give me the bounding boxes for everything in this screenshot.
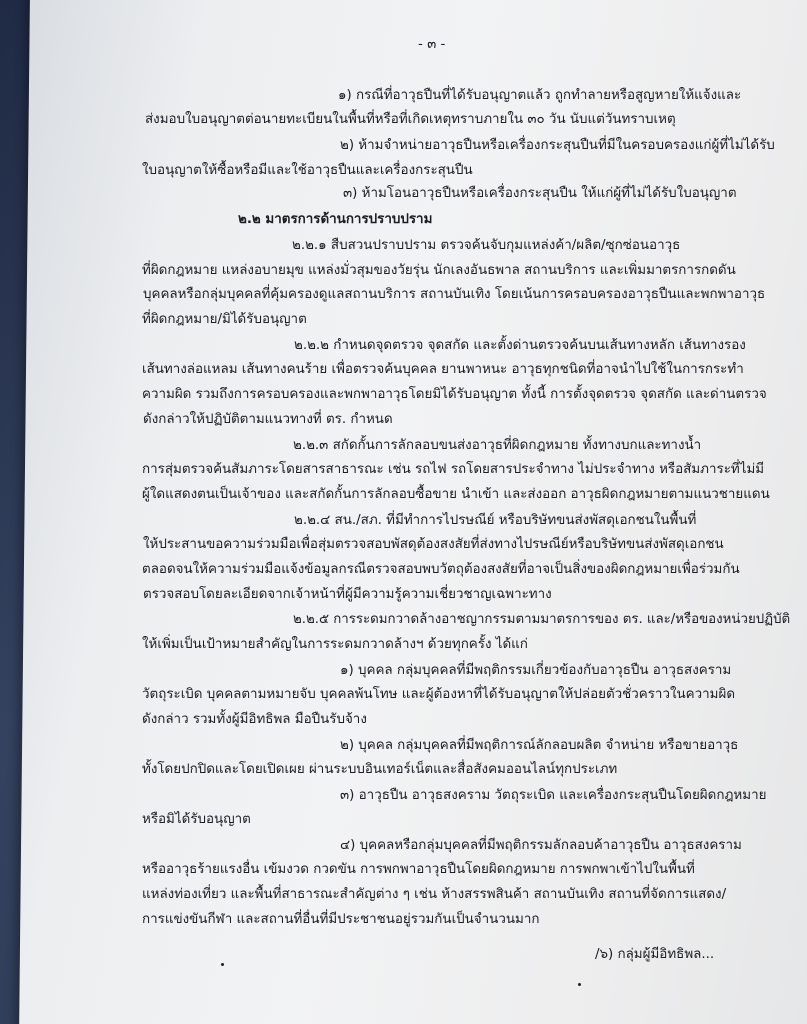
paper-speck xyxy=(221,963,224,966)
text-line: หรืออาวุธร้ายแรงอื่น เข้มงวด กวดขัน การพกพาอาวุธปืนโดยผิดกฎหมาย การพกพาเข้าไปในพื้นที่ xyxy=(142,862,695,877)
continuation-note: /๖) กลุ่มผู้มีอิทธิพล... xyxy=(595,947,715,962)
text-line: เส้นทางล่อแหลม เส้นทางคนร้าย เพื่อตรวจค้นบุคคล ยานพาหนะ อาวุธทุกชนิดที่อาจนำไปใช้ในการกระทำ xyxy=(142,362,744,377)
text-line: ใบอนุญาตให้ซื้อหรือมีและใช้อาวุธปืนและเครื่องกระสุนปืน xyxy=(142,163,473,178)
text-line: การสุ่มตรวจค้นสัมภาระโดยสารสาธารณะ เช่น รถไฟ รถโดยสารประจำทาง ไม่ประจำทาง หรือสัมภาระที่ไม่มี xyxy=(142,462,765,477)
text-line: แหล่งท่องเที่ยว และพื้นที่สาธารณะสำคัญต่าง ๆ เช่น ห้างสรรพสินค้า สถานบันเทิง สถานที่จัดการแสดง/ xyxy=(142,887,727,902)
text-line: ๓) อาวุธปืน อาวุธสงคราม วัตถุระเบิด และเครื่องกระสุนปืนโดยผิดกฎหมาย xyxy=(340,788,767,803)
text-line: ดังกล่าว รวมทั้งผู้มีอิทธิพล มือปืนรับจ้าง xyxy=(142,712,367,727)
text-line: ผู้ใดแสดงตนเป็นเจ้าของ และสกัดกั้นการลักลอบซื้อขาย นำเข้า และส่งออก อาวุธผิดกฎหมายตามแนวชายแดน xyxy=(142,487,770,502)
text-line: ๒.๒.๕ การระดมกวาดล้างอาชญากรรมตามมาตรการของ ตร. และ/หรือของหน่วยปฏิบัติ xyxy=(293,612,791,627)
text-line: ๒.๒.๑ สืบสวนปราบปราม ตรวจค้นจับกุมแหล่งค้า/ผลิต/ซุกซ่อนอาวุธ xyxy=(292,238,681,253)
text-line: ความผิด รวมถึงการครอบครองและพกพาอาวุธโดยมิได้รับอนุญาต ทั้งนี้ การตั้งจุดตรวจ จุดสกัด และด่านตรวจ xyxy=(142,387,767,402)
text-line: บุคคลหรือกลุ่มบุคคลที่คุ้มครองดูแลสถานบริการ สถานบันเทิง โดยเน้นการครอบครองอาวุธปืนและพกพาอาวุธ xyxy=(143,287,766,302)
text-line: ให้ประสานขอความร่วมมือเพื่อสุ่มตรวจสอบพัสดุต้องสงสัยที่ส่งทางไปรษณีย์หรือบริษัทขนส่งพัสดุเอกชน xyxy=(143,537,724,552)
page-number: - ๓ - xyxy=(418,37,446,52)
text-line: ๒.๒.๒ กำหนดจุดตรวจ จุดสกัด และตั้งด่านตรวจค้นบนเส้นทางหลัก เส้นทางรอง xyxy=(294,338,746,353)
text-line: ส่งมอบใบอนุญาตต่อนายทะเบียนในพื้นที่หรือที่เกิดเหตุทราบภายใน ๓๐ วัน นับแต่วันทราบเหตุ xyxy=(145,112,676,127)
text-line: ๑) กรณีที่อาวุธปืนที่ได้รับอนุญาตแล้ว ถูกทำลายหรือสูญหายให้แจ้งและ xyxy=(338,88,742,103)
text-line: ที่ผิดกฎหมาย แหล่งอบายมุข แหล่งมั่วสุมของวัยรุ่น นักเลงอันธพาล สถานบริการ และเพิ่มมาตรการกดดัน xyxy=(142,263,736,278)
text-line: ๓) ห้ามโอนอาวุธปืนหรือเครื่องกระสุนปืน ให้แก่ผู้ที่ไม่ได้รับใบอนุญาต xyxy=(343,186,737,201)
text-line: ทั้งโดยปกปิดและโดยเปิดเผย ผ่านระบบอินเทอร์เน็ตและสื่อสังคมออนไลน์ทุกประเภท xyxy=(142,762,618,777)
text-line: ตลอดจนให้ความร่วมมือแจ้งข้อมูลกรณีตรวจสอบพบวัตถุต้องสงสัยที่อาจเป็นสิ่งของผิดกฎหมายเพื่อร่วมกัน xyxy=(142,562,740,577)
text-line: ดังกล่าวให้ปฏิบัติตามแนวทางที่ ตร. กำหนด xyxy=(143,412,393,427)
text-line: ที่ผิดกฎหมาย/มิได้รับอนุญาต xyxy=(142,312,307,327)
text-line: ๒.๒.๔ สน./สภ. ที่มีทำการไปรษณีย์ หรือบริษัทขนส่งพัสดุเอกชนในพื้นที่ xyxy=(294,513,697,528)
text-line: ให้เพิ่มเป็นเป้าหมายสำคัญในการระดมกวาดล้างฯ ด้วยทุกครั้ง ได้แก่ xyxy=(142,637,528,652)
text-line: ตรวจสอบโดยละเอียดจากเจ้าหน้าที่ผู้มีความรู้ความเชี่ยวชาญเฉพาะทาง xyxy=(143,587,552,602)
text-line: ๒) บุคคล กลุ่มบุคคลที่มีพฤติการณ์ลักลอบผลิต จำหน่าย หรือขายอาวุธ xyxy=(340,738,739,753)
text-line: ๑) บุคคล กลุ่มบุคคลที่มีพฤติกรรมเกี่ยวข้องกับอาวุธปืน อาวุธสงคราม xyxy=(340,663,732,678)
section-heading: ๒.๒ มาตรการด้านการปราบปราม xyxy=(238,212,433,227)
text-line: หรือมิได้รับอนุญาต xyxy=(142,812,251,827)
paper-speck xyxy=(578,983,581,986)
text-line: วัตถุระเบิด บุคคลตามหมายจับ บุคคลพ้นโทษ และผู้ต้องหาที่ได้รับอนุญาตให้ปล่อยตัวชั่วคราวในความผิด xyxy=(142,687,736,702)
text-line: ๒.๒.๓ สกัดกั้นการลักลอบขนส่งอาวุธที่ผิดกฎหมาย ทั้งทางบกและทางน้ำ xyxy=(293,438,702,453)
text-line: ๒) ห้ามจำหน่ายอาวุธปืนหรือเครื่องกระสุนปืนที่มีในครอบครองแก่ผู้ที่ไม่ได้รับ xyxy=(340,138,775,153)
text-line: การแข่งขันกีฬา และสถานที่อื่นที่มีประชาชนอยู่รวมกันเป็นจำนวนมาก xyxy=(142,912,540,927)
text-line: ๔) บุคคลหรือกลุ่มบุคคลที่มีพฤติกรรมลักลอบค้าอาวุธปืน อาวุธสงคราม xyxy=(340,838,742,853)
